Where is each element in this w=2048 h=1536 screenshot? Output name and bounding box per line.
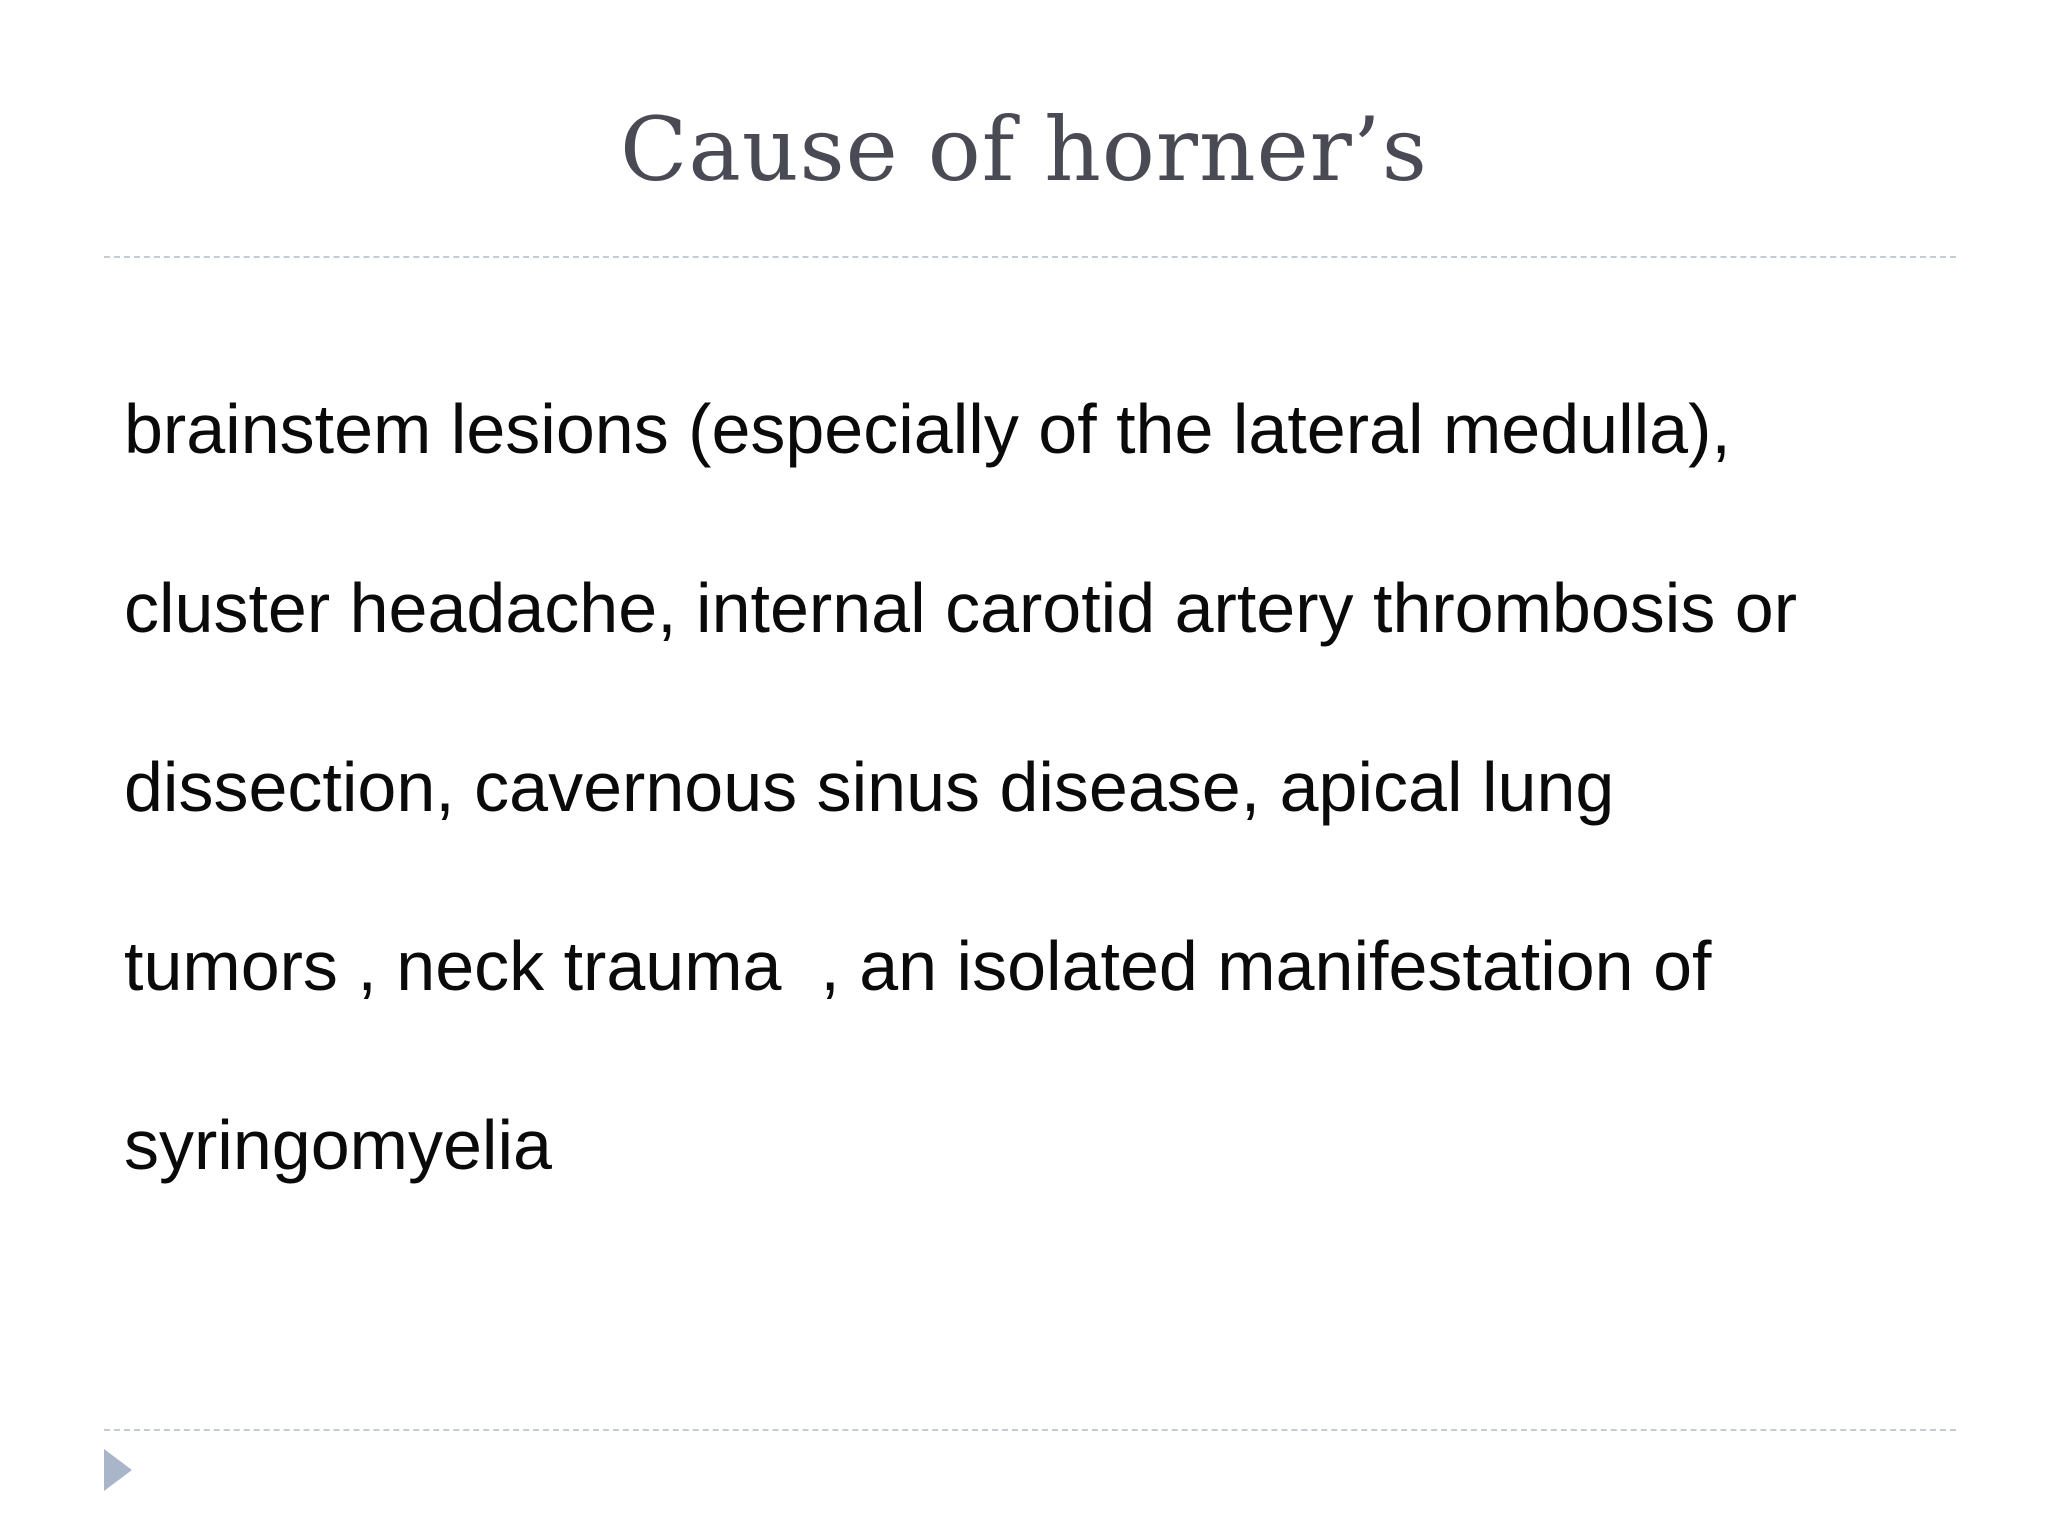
body-line: cluster headache, internal carotid artery thrombosis or: [124, 569, 1798, 647]
slide-body: [124, 340, 1964, 1235]
body-line: tumors , neck trauma , an isolated manifestation of: [124, 927, 1712, 1005]
title-divider: [104, 256, 1956, 258]
footer-divider: [104, 1429, 1956, 1431]
body-line: dissection, cavernous sinus disease, apical lung: [124, 748, 1615, 826]
body-line: syringomyelia: [124, 1106, 552, 1184]
slide-title: Cause of horner’s: [620, 98, 1428, 201]
play-triangle-icon: [104, 1449, 132, 1491]
body-line: brainstem lesions (especially of the lateral medulla),: [124, 390, 1731, 468]
